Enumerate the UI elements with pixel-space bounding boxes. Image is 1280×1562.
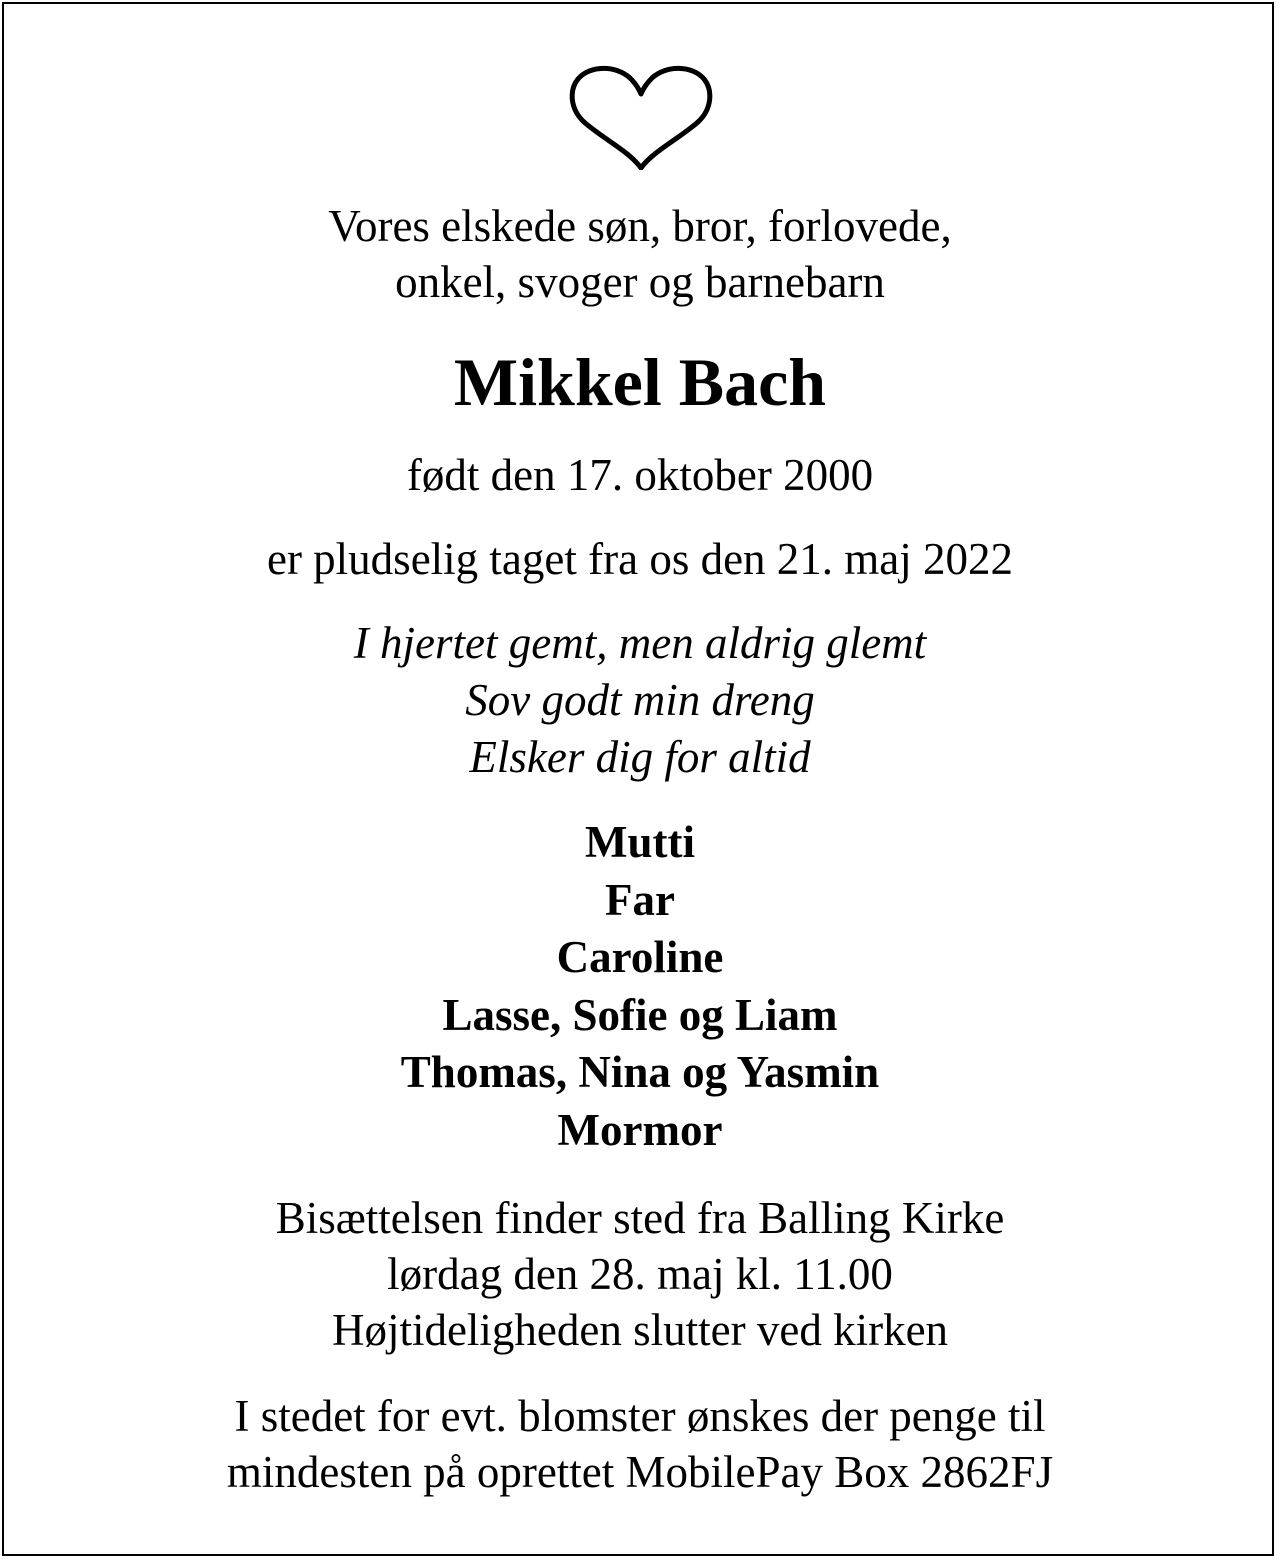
mourner: Caroline — [556, 932, 724, 983]
heart-icon — [568, 64, 714, 170]
donation-info — [0, 1388, 1280, 1500]
funeral-info — [0, 1190, 1280, 1358]
funeral-line: Bisættelsen finder sted fra Balling Kirke — [275, 1193, 1005, 1243]
mourner: Mutti — [585, 817, 695, 867]
mourner: Lasse, Sofie og Liam — [442, 989, 838, 1040]
funeral-line: lørdag den 28. maj kl. 11.00 — [387, 1249, 893, 1299]
funeral-line: Højtideligheden slutter ved kirken — [331, 1305, 949, 1355]
deceased-name-text: Mikkel Bach — [453, 344, 827, 420]
mourner: Mormor — [557, 1104, 723, 1155]
intro-text — [0, 198, 1280, 310]
mourners-list — [0, 814, 1280, 1160]
deceased-name — [0, 340, 1280, 424]
verse-line: Elsker dig for altid — [469, 732, 811, 782]
death-date — [0, 530, 1280, 588]
intro-line: onkel, svoger og barnebarn — [395, 257, 885, 307]
verse-line: Sov godt min dreng — [465, 675, 815, 725]
birth-date-text: født den 17. oktober 2000 — [406, 450, 874, 500]
intro-line: Vores elskede søn, bror, forlovede, — [328, 201, 952, 251]
mourner: Thomas, Nina og Yasmin — [400, 1047, 880, 1098]
death-date-text: er pludselig taget fra os den 21. maj 2022 — [266, 534, 1014, 584]
mourner: Far — [605, 874, 675, 925]
donation-line: mindesten på oprettet MobilePay Box 2862FJ — [226, 1447, 1054, 1497]
birth-date — [0, 446, 1280, 504]
donation-line: I stedet for evt. blomster ønskes der penge til — [234, 1391, 1046, 1441]
verse-line: I hjertet gemt, men aldrig glemt — [353, 618, 927, 668]
verse — [0, 615, 1280, 786]
